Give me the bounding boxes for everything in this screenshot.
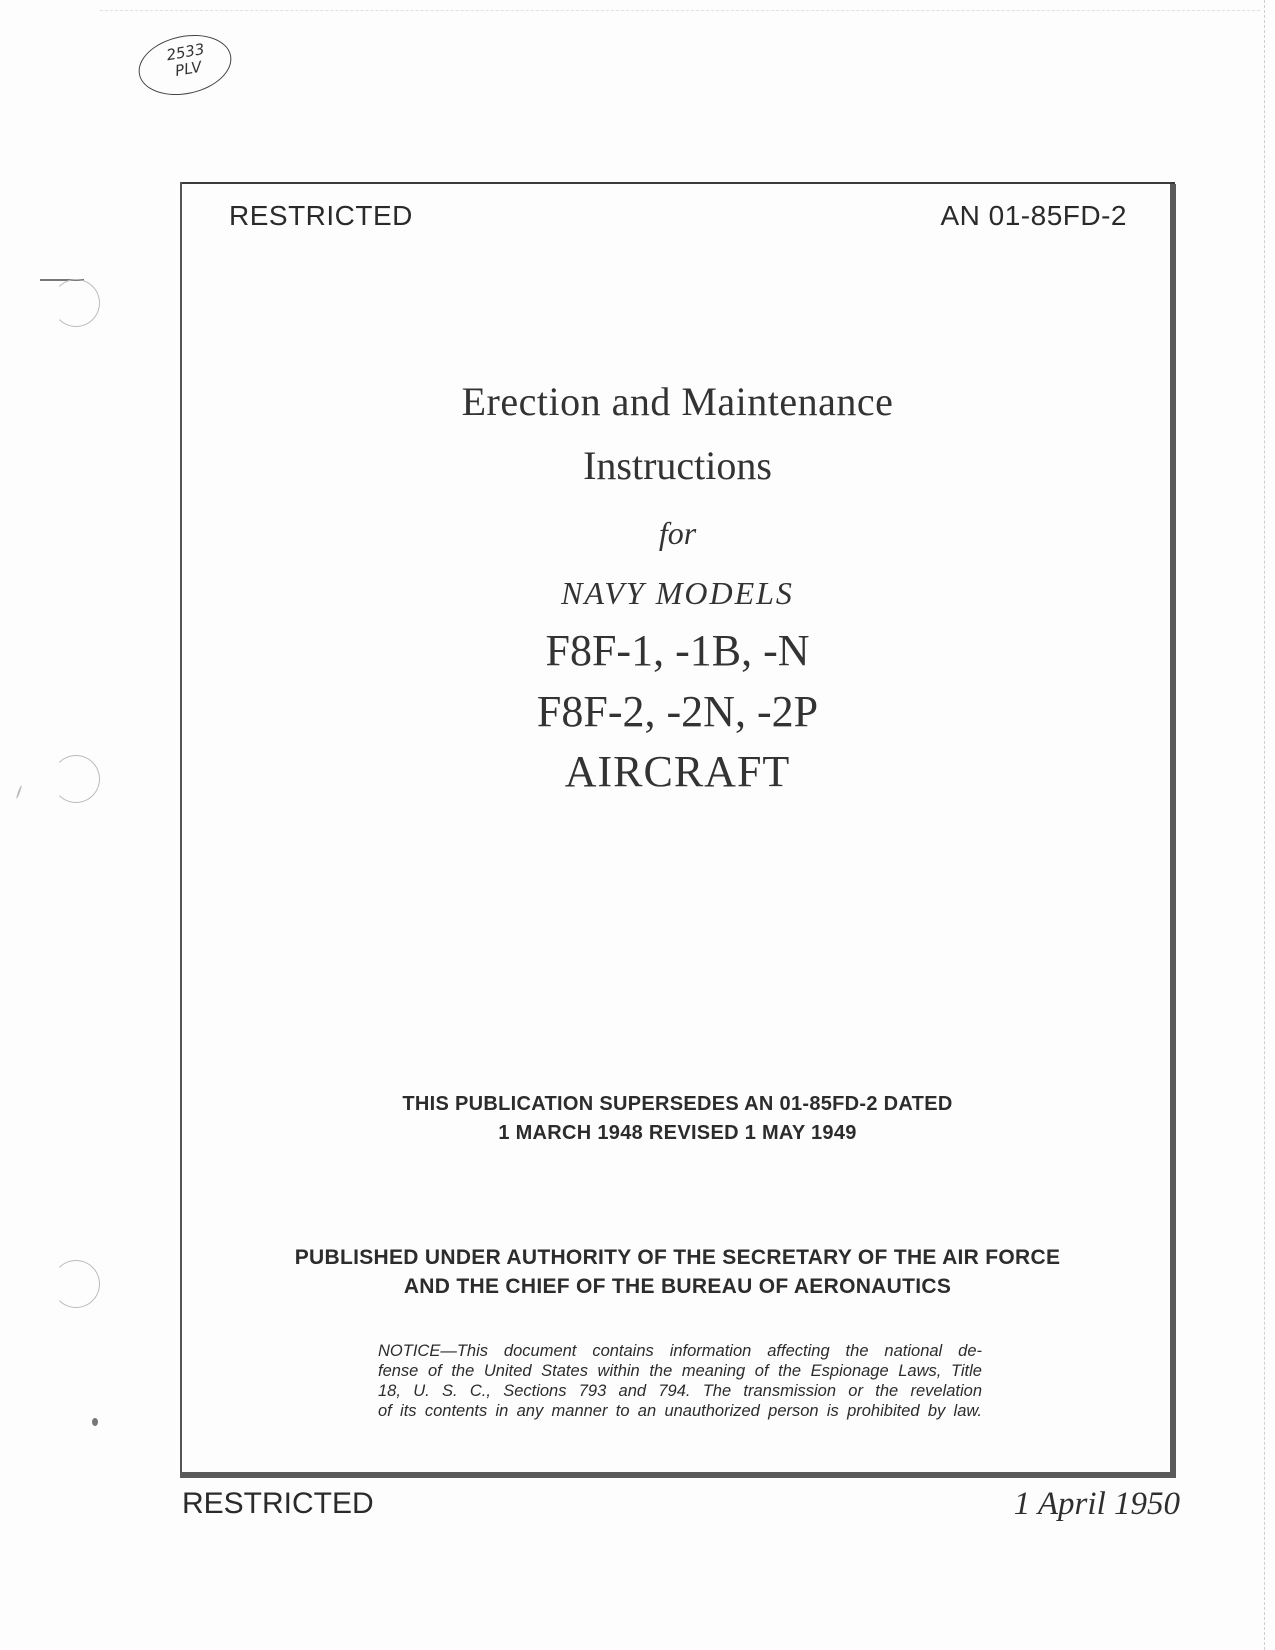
ink-speck: [16, 785, 23, 799]
notice-line-1: NOTICE—This document contains information affecting the national de-: [378, 1342, 982, 1360]
footer-classification: RESTRICTED: [182, 1487, 374, 1520]
supersedes-statement: [180, 1090, 1175, 1148]
stamp-line-2: PLV: [173, 57, 204, 81]
header-document-number: AN 01-85FD-2: [940, 200, 1127, 231]
title-line-1: Erection and Maintenance: [461, 379, 894, 424]
frame-bottom-rule: [180, 1472, 1176, 1478]
frame-top-rule: [180, 182, 1175, 184]
notice-line-3: 18, U. S. C., Sections 793 and 794. The transmission or the revelation: [378, 1382, 982, 1400]
ink-speck: [92, 1418, 98, 1426]
title-navy-models: NAVY MODELS: [561, 575, 794, 611]
supersedes-line-2: 1 MARCH 1948 REVISED 1 MAY 1949: [498, 1122, 857, 1144]
header-classification: RESTRICTED: [229, 200, 413, 231]
title-aircraft: AIRCRAFT: [564, 747, 791, 796]
page-top-edge: [100, 10, 1260, 11]
punch-hole-icon: [52, 755, 100, 803]
authority-line-1: PUBLISHED UNDER AUTHORITY OF THE SECRETARY OF THE AIR FORCE: [294, 1246, 1061, 1269]
authority-line-2: AND THE CHIEF OF THE BUREAU OF AERONAUTICS: [403, 1275, 952, 1298]
title-for: for: [658, 515, 697, 551]
authority-statement: [180, 1243, 1175, 1301]
espionage-notice: [378, 1341, 982, 1421]
notice-line-4: of its contents in any manner to an unauthorized person is prohibited by law.: [378, 1402, 982, 1420]
page-right-edge: [1264, 0, 1265, 1650]
notice-line-2: fense of the United States within the meaning of the Espionage Laws, Title: [378, 1362, 982, 1380]
stamp-line-1: 2533: [165, 39, 206, 65]
title-models-line-1: F8F-1, -1B, -N: [545, 626, 810, 675]
title-line-2: Instructions: [583, 443, 772, 488]
footer-date: 1 April 1950: [1013, 1486, 1180, 1522]
supersedes-line-1: THIS PUBLICATION SUPERSEDES AN 01-85FD-2 DATED: [402, 1093, 953, 1115]
title-models-line-2: F8F-2, -2N, -2P: [536, 687, 819, 736]
punch-hole-icon: [52, 279, 100, 327]
punch-hole-icon: [52, 1260, 100, 1308]
